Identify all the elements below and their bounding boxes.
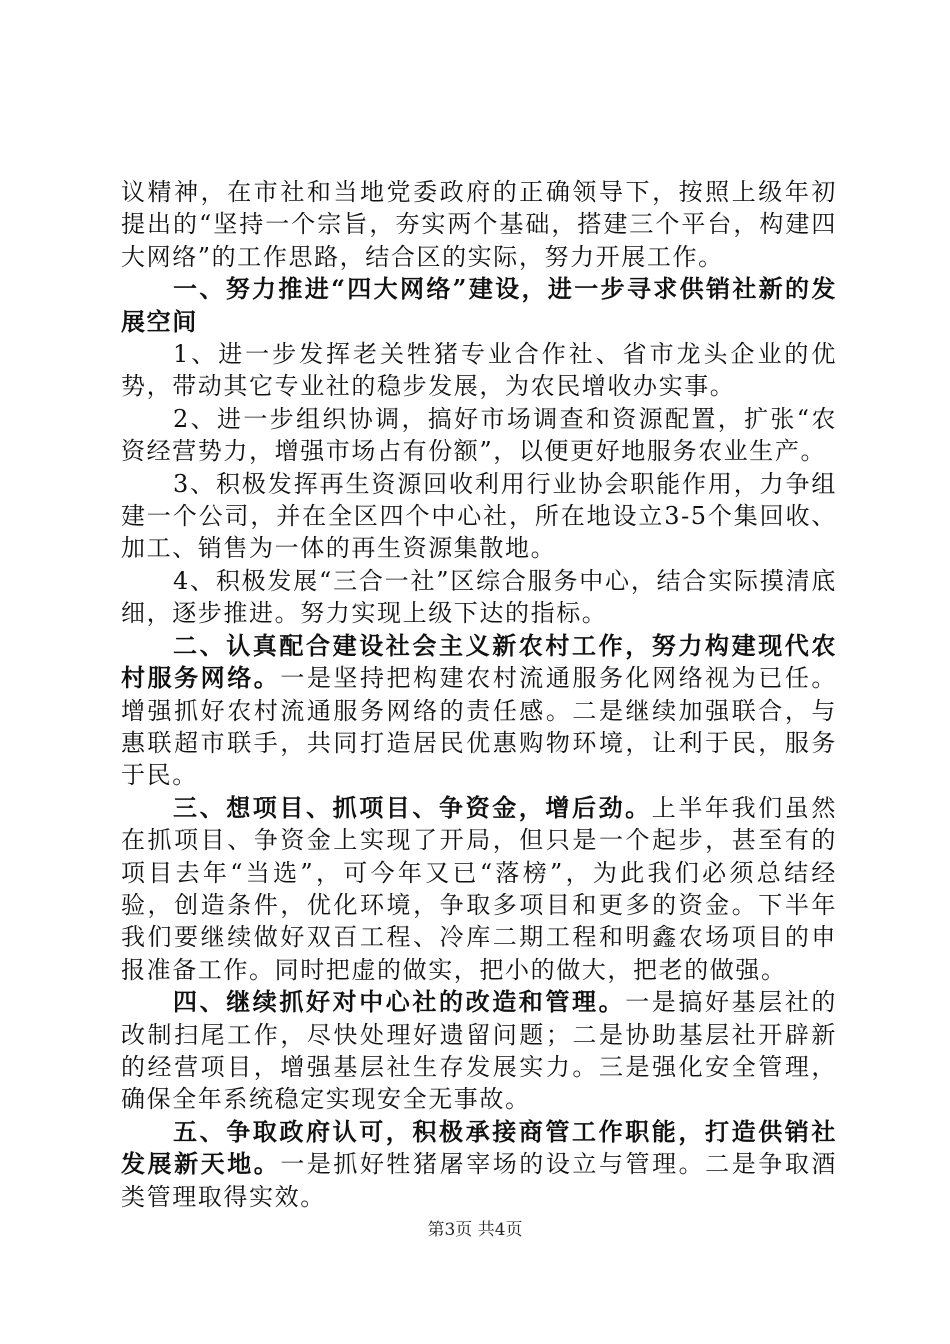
section-heading-text: 五、争取政府认可，积极承接商管工作职能，打造供销社发展新天地。: [121, 1116, 837, 1179]
paragraph-intro: [121, 176, 837, 273]
paragraph-text: 一是搞好基层社的改制扫尾工作，尽快处理好遗留问题；二是协助基层社开辟新的经营项目，增强基层社生存发展实力。三是强化安全管理，确保全年系统稳定实现安全无事故。: [121, 988, 837, 1114]
section-5: [121, 1116, 837, 1213]
paragraph-text: 4、积极发展“三合一社”区综合服务中心，结合实际摸清底细，逐步推进。努力实现上级下达的指标。: [121, 566, 837, 628]
section-heading-text: 二、认真配合建设社会主义新农村工作，努力构建现代农村服务网络。: [121, 630, 837, 693]
document-body: [121, 176, 837, 1213]
section-heading-text: 三、想项目、抓项目、争资金，增后劲。: [173, 792, 652, 822]
paragraph-text: 1、进一步发挥老关牲猪专业合作社、省市龙头企业的优势，带动其它专业社的稳步发展，为农民增收办实事。: [121, 340, 837, 401]
list-item-2: [121, 403, 837, 468]
paragraph-text: 议精神，在市社和当地党委政府的正确领导下，按照上级年初提出的“坚持一个宗旨，夯实两个基础，搭建三个平台，构建四大网络”的工作思路，结合区的实际，努力开展工作。: [121, 178, 837, 271]
section-heading-text: 四、继续抓好对中心社的改造和管理。: [173, 987, 626, 1017]
paragraph-text: 2、进一步组织协调，搞好市场调查和资源配置，扩张“农资经营势力，增强市场占有份额”，以便更好地服务农业生产。: [121, 404, 837, 466]
list-item-3: [121, 468, 837, 565]
paragraph-text: 上半年我们虽然在抓项目、争资金上实现了开局，但只是一个起步，甚至有的项目去年“当选”，可今年又已“落榜”，为此我们必须总结经验，创造条件，优化环境，争取多项目和更多的资金。下半年我们要继续做好双百工程、冷库二期工程和明鑫农场项目的申报准备工作。同时把虚的做实，把小的做大，把老的做强。: [121, 793, 837, 984]
paragraph-text: 一是坚持把构建农村流通服务化网络视为已任。增强抓好农村流通服务网络的责任感。二是继续加强联合，与惠联超市联手，共同打造居民优惠购物环境，让利于民，服务于民。: [121, 664, 837, 790]
section-3: [121, 792, 837, 986]
section-2: [121, 630, 837, 792]
section-4: [121, 986, 837, 1116]
page-number-footer: 第3页 共4页: [427, 1220, 523, 1240]
section-heading-1: [121, 273, 837, 338]
paragraph-text: 一是抓好牲猪屠宰场的设立与管理。二是争取酒类管理取得实效。: [121, 1150, 837, 1211]
section-heading-text: 一、努力推进“四大网络”建设，进一步寻求供销社新的发展空间: [121, 274, 837, 336]
list-item-4: [121, 565, 837, 630]
paragraph-text: 3、积极发挥再生资源回收利用行业协会职能作用，力争组建一个公司，并在全区四个中心社，所在地设立3-5个集回收、加工、销售为一体的再生资源集散地。: [121, 469, 837, 563]
list-item-1: [121, 338, 837, 403]
